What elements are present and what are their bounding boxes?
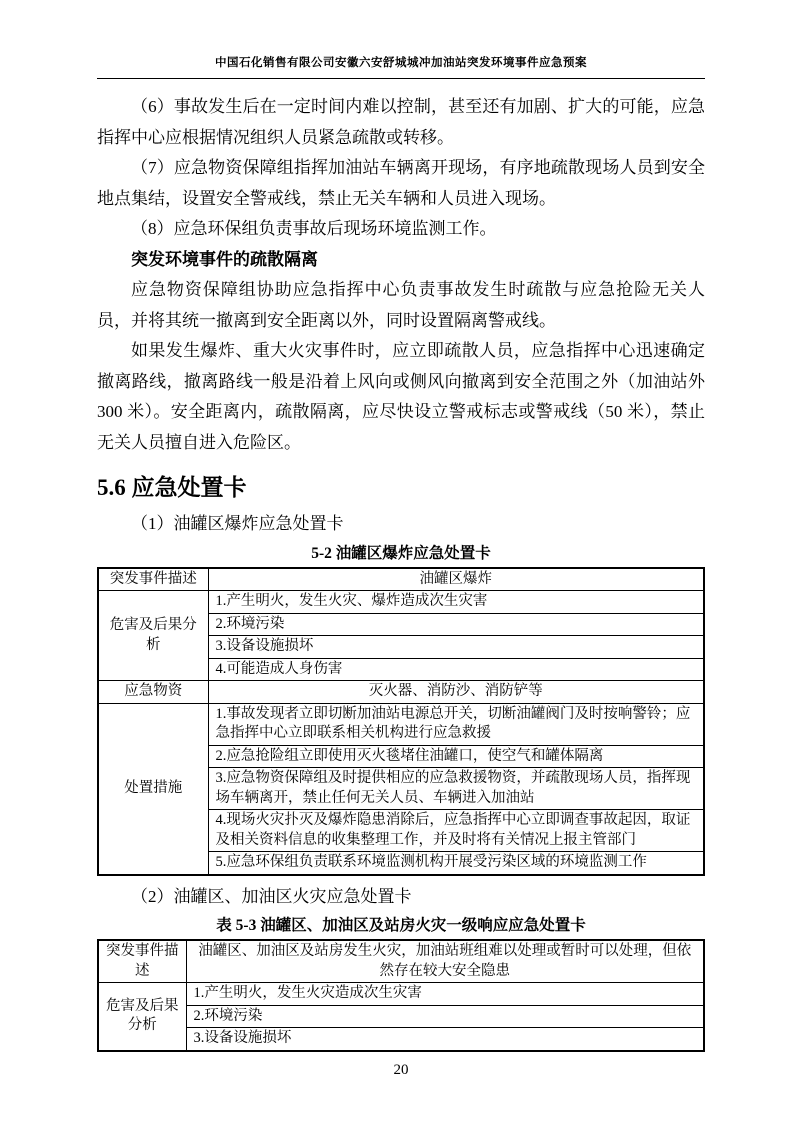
- paragraph-8: （8）应急环保组负责事故后现场环境监测工作。: [131, 219, 497, 238]
- hazard-label-cell: 危害及后果分析: [98, 591, 208, 681]
- table-row: [98, 940, 704, 983]
- paragraph-6: （6）事故发生后在一定时间内难以控制，甚至还有加剧、扩大的可能，应急指挥中心应根据情况组织人员紧急疏散或转移。: [97, 97, 705, 147]
- hazard-item-cell: 3.设备设施损坏: [186, 1028, 704, 1051]
- incident-desc-value-cell: 油罐区爆炸: [208, 568, 704, 591]
- measure-item-cell: 3.应急物资保障组及时提供相应的应急救援物资，并疏散现场人员，指挥现场车辆离开，禁止任何无关人员、车辆进入加油站: [208, 768, 704, 810]
- incident-desc-value-cell: 油罐区、加油区及站房发生火灾，加油站班组难以处理或暂时可以处理，但依然存在较大安全隐患: [186, 940, 704, 983]
- table-5-3-caption: 表 5-3 油罐区、加油区及站房火灾一级响应应急处置卡: [216, 917, 586, 934]
- measure-item-cell: 1.事故发现者立即切断加油站电源总开关，切断油罐阀门及时按响警铃；应急指挥中心立即联系相关机构进行应急救援: [208, 703, 704, 745]
- document-title: 中国石化销售有限公司安徽六安舒城城冲加油站突发环境事件应急预案: [215, 57, 587, 69]
- table-row: [98, 591, 704, 614]
- table-5-2: [97, 567, 705, 876]
- table-row: [98, 568, 704, 591]
- content-column: [97, 0, 705, 1080]
- supplies-label-cell: 应急物资: [98, 681, 208, 704]
- page-header: [97, 54, 705, 79]
- supplies-value-cell: 灭火器、消防沙、消防铲等: [208, 681, 704, 704]
- list-item-2: （2）油罐区、加油区火灾应急处置卡: [131, 886, 412, 906]
- measure-item-cell: 4.现场火灾扑灭及爆炸隐患消除后，应急指挥中心立即调查事故起因，取证及相关资料信息的收集整理工作，并及时将有关情况上报主管部门: [208, 810, 704, 852]
- table-5-2-caption: 5-2 油罐区爆炸应急处置卡: [311, 544, 491, 562]
- table-row: [98, 983, 704, 1006]
- evacuation-paragraph-1: 应急物资保障组协助应急指挥中心负责事故发生时疏散与应急抢险无关人员，并将其统一撤离到安全距离以外，同时设置隔离警戒线。: [97, 280, 705, 330]
- measure-item-cell: 2.应急抢险组立即使用灭火毯堵住油罐口，使空气和罐体隔离: [208, 745, 704, 768]
- hazard-label-cell: 危害及后果分析: [98, 983, 186, 1051]
- section-heading-5-6: 5.6 应急处置卡: [97, 475, 247, 500]
- table-row: [98, 703, 704, 745]
- hazard-item-cell: 2.环境污染: [186, 1005, 704, 1028]
- measure-item-cell: 5.应急环保组负责联系环境监测机构开展受污染区域的环境监测工作: [208, 852, 704, 875]
- hazard-item-cell: 4.可能造成人身伤害: [208, 658, 704, 681]
- evacuation-paragraph-2: 如果发生爆炸、重大火灾事件时，应立即疏散人员，应急指挥中心迅速确定撤离路线，撤离路线一般是沿着上风向或侧风向撤离到安全范围之外（加油站外 300 米）。安全距离内，疏散隔离，应尽快设立警戒标志或警戒线（50 米），禁止无关人员擅自进入危险区。: [97, 341, 705, 452]
- page-number: 20: [393, 1061, 409, 1078]
- incident-desc-label-cell: 突发事件描述: [98, 940, 186, 983]
- hazard-item-cell: 3.设备设施损坏: [208, 636, 704, 659]
- evacuation-isolation-heading: 突发环境事件的疏散隔离: [131, 249, 318, 269]
- incident-desc-label-cell: 突发事件描述: [98, 568, 208, 591]
- list-item-1: （1）油罐区爆炸应急处置卡: [131, 514, 344, 533]
- hazard-item-cell: 2.环境污染: [208, 613, 704, 636]
- table-row: [98, 681, 704, 704]
- hazard-item-cell: 1.产生明火，发生火灾、爆炸造成次生灾害: [208, 591, 704, 614]
- measures-label-cell: 处置措施: [98, 703, 208, 875]
- paragraph-7: （7）应急物资保障组指挥加油站车辆离开现场，有序地疏散现场人员到安全地点集结，设置安全警戒线，禁止无关车辆和人员进入现场。: [97, 158, 705, 208]
- hazard-item-cell: 1.产生明火，发生火灾造成次生灾害: [186, 983, 704, 1006]
- table-5-3: [97, 939, 705, 1052]
- table-row: [98, 1005, 704, 1028]
- table-row: [98, 1028, 704, 1051]
